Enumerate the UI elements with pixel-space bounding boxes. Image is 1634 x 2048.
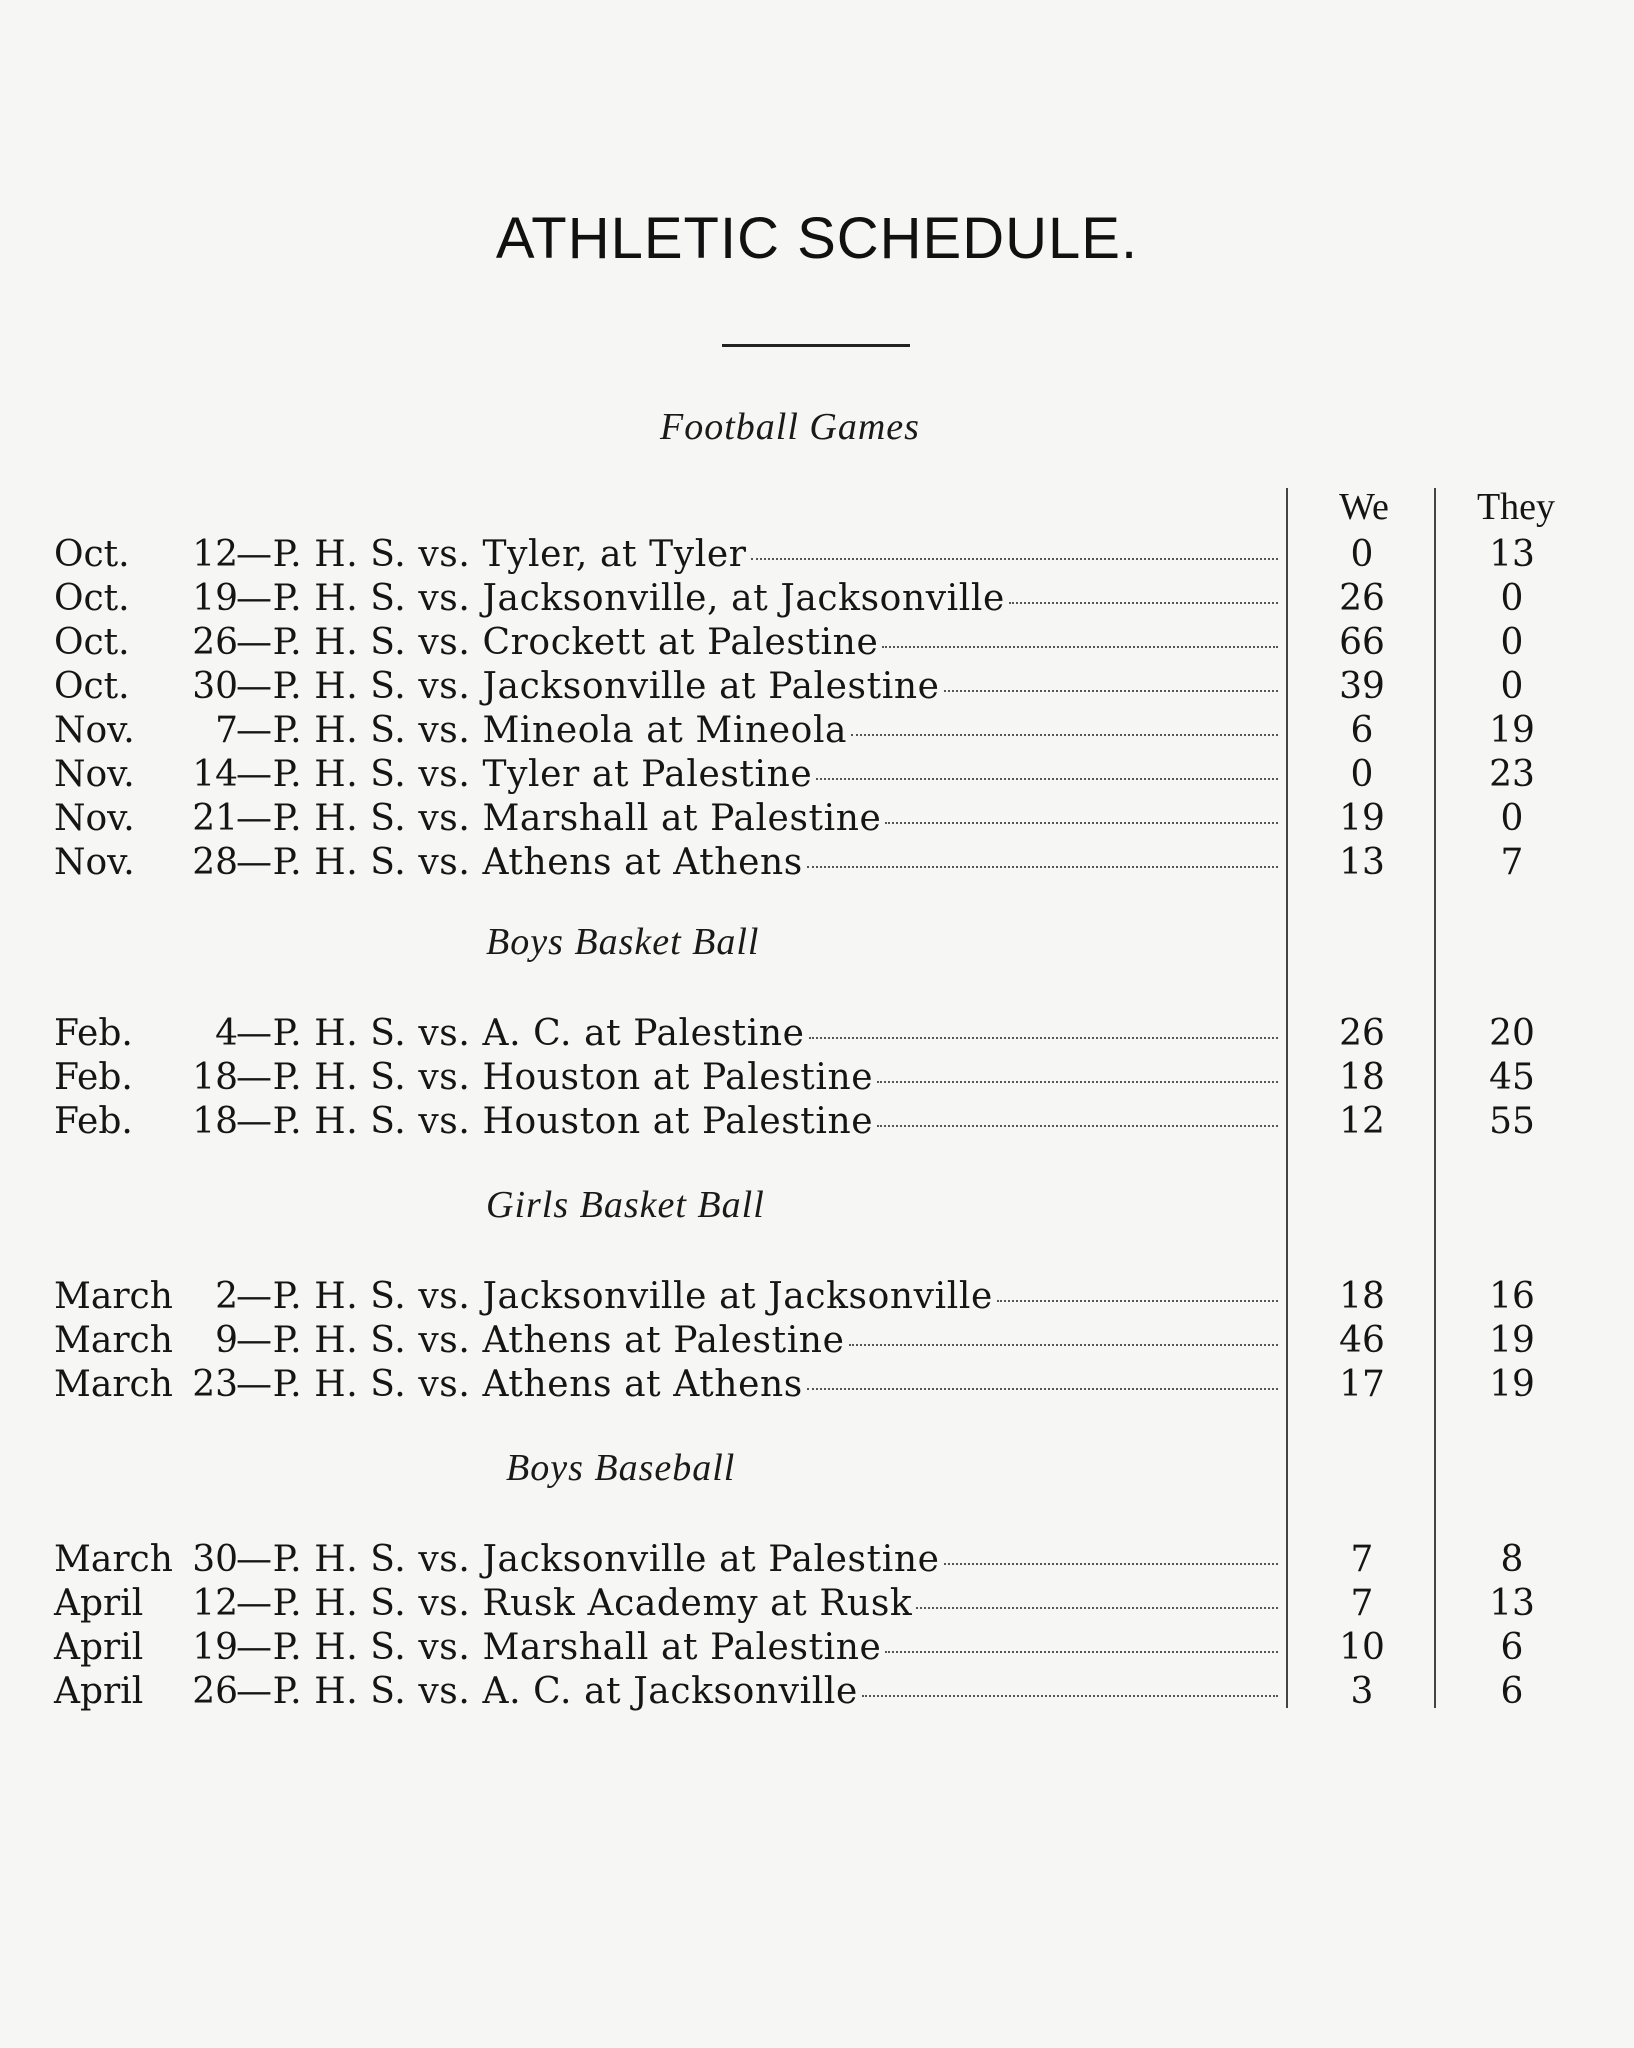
dash: — bbox=[236, 622, 273, 663]
dash: — bbox=[236, 1627, 273, 1668]
game-text: P. H. S. vs. Jacksonville at Jacksonville bbox=[272, 1276, 993, 1317]
game-text: P. H. S. vs. Jacksonville, at Jacksonville bbox=[272, 578, 1005, 619]
table-row bbox=[54, 1056, 1278, 1100]
game-day: 30 bbox=[192, 666, 238, 707]
we-score: 39 bbox=[1339, 666, 1385, 707]
dotted-leader bbox=[944, 1563, 1278, 1565]
table-row bbox=[54, 665, 1278, 709]
page-title: ATHLETIC SCHEDULE. bbox=[495, 206, 1139, 271]
we-score: 26 bbox=[1339, 1013, 1385, 1054]
section-heading: Boys Basket Ball bbox=[486, 921, 760, 963]
game-text: P. H. S. vs. Rusk Academy at Rusk bbox=[272, 1583, 913, 1624]
game-day: 12 bbox=[192, 534, 238, 575]
table-row bbox=[54, 577, 1278, 621]
game-month: Feb. bbox=[54, 1057, 133, 1098]
dotted-leader bbox=[751, 558, 1278, 560]
game-month: Feb. bbox=[54, 1101, 133, 1142]
dash: — bbox=[236, 1057, 273, 1098]
dash: — bbox=[236, 1013, 273, 1054]
dotted-leader bbox=[851, 734, 1278, 736]
we-score: 46 bbox=[1339, 1320, 1385, 1361]
game-day: 2 bbox=[215, 1276, 238, 1317]
we-score: 17 bbox=[1339, 1364, 1385, 1405]
game-text: P. H. S. vs. Athens at Palestine bbox=[272, 1320, 845, 1361]
dotted-leader bbox=[809, 1037, 1278, 1039]
dotted-leader bbox=[944, 690, 1278, 692]
game-day: 9 bbox=[215, 1320, 238, 1361]
section-heading: Girls Basket Ball bbox=[486, 1184, 765, 1226]
game-text: P. H. S. vs. Tyler at Palestine bbox=[272, 754, 813, 795]
dash: — bbox=[236, 1583, 273, 1624]
game-description bbox=[236, 1626, 1278, 1670]
game-text: P. H. S. vs. Athens at Athens bbox=[272, 842, 803, 883]
they-score: 0 bbox=[1500, 578, 1524, 619]
they-column-header: They bbox=[1476, 486, 1556, 528]
they-score: 13 bbox=[1489, 1583, 1535, 1624]
game-description bbox=[236, 1538, 1278, 1582]
game-text: P. H. S. vs. Marshall at Palestine bbox=[272, 798, 882, 839]
dotted-leader bbox=[916, 1607, 1278, 1609]
dotted-leader bbox=[877, 1081, 1278, 1083]
dash: — bbox=[236, 578, 273, 619]
we-score: 0 bbox=[1350, 754, 1374, 795]
game-description bbox=[236, 1319, 1278, 1363]
game-month: April bbox=[54, 1583, 144, 1624]
they-score: 8 bbox=[1500, 1539, 1524, 1580]
game-month: April bbox=[54, 1627, 144, 1668]
dotted-leader bbox=[807, 1388, 1278, 1390]
dotted-leader bbox=[1009, 602, 1278, 604]
dash: — bbox=[236, 666, 273, 707]
table-row bbox=[54, 1582, 1278, 1626]
game-day: 19 bbox=[192, 578, 238, 619]
game-text: P. H. S. vs. A. C. at Jacksonville bbox=[272, 1671, 858, 1712]
we-score: 26 bbox=[1339, 578, 1385, 619]
game-month: Nov. bbox=[54, 754, 135, 795]
game-day: 14 bbox=[192, 754, 238, 795]
game-description bbox=[236, 1100, 1278, 1144]
game-month: Oct. bbox=[54, 578, 130, 619]
they-score: 0 bbox=[1500, 666, 1524, 707]
table-row bbox=[54, 1538, 1278, 1582]
they-score: 19 bbox=[1489, 1364, 1535, 1405]
game-day: 28 bbox=[192, 842, 238, 883]
game-day: 26 bbox=[192, 622, 238, 663]
score-column-divider-left bbox=[1286, 488, 1288, 1708]
table-row bbox=[54, 709, 1278, 753]
game-month: Nov. bbox=[54, 710, 135, 751]
we-score: 13 bbox=[1339, 842, 1385, 883]
game-description bbox=[236, 1582, 1278, 1626]
game-description bbox=[236, 665, 1278, 709]
game-description bbox=[236, 1670, 1278, 1714]
game-description bbox=[236, 621, 1278, 665]
dash: — bbox=[236, 1101, 273, 1142]
game-day: 18 bbox=[192, 1101, 238, 1142]
we-score: 19 bbox=[1339, 798, 1385, 839]
game-text: P. H. S. vs. Tyler, at Tyler bbox=[272, 534, 747, 575]
they-score: 7 bbox=[1500, 842, 1524, 883]
we-score: 0 bbox=[1350, 534, 1374, 575]
dash: — bbox=[236, 1320, 273, 1361]
they-score: 6 bbox=[1500, 1671, 1524, 1712]
we-score: 66 bbox=[1339, 622, 1385, 663]
they-score: 0 bbox=[1500, 622, 1524, 663]
dotted-leader bbox=[862, 1695, 1278, 1697]
dotted-leader bbox=[807, 866, 1278, 868]
game-day: 7 bbox=[215, 710, 238, 751]
dash: — bbox=[236, 1276, 273, 1317]
table-row bbox=[54, 841, 1278, 885]
game-day: 23 bbox=[192, 1364, 238, 1405]
game-text: P. H. S. vs. Houston at Palestine bbox=[272, 1057, 874, 1098]
game-description bbox=[236, 577, 1278, 621]
dash: — bbox=[236, 798, 273, 839]
table-row bbox=[54, 1363, 1278, 1407]
we-score: 12 bbox=[1339, 1101, 1385, 1142]
they-score: 23 bbox=[1489, 754, 1535, 795]
game-month: Nov. bbox=[54, 842, 135, 883]
game-day: 4 bbox=[215, 1013, 238, 1054]
game-text: P. H. S. vs. Houston at Palestine bbox=[272, 1101, 874, 1142]
game-month: March bbox=[54, 1320, 173, 1361]
game-day: 21 bbox=[192, 798, 238, 839]
game-description bbox=[236, 533, 1278, 577]
game-month: Feb. bbox=[54, 1013, 133, 1054]
dash: — bbox=[236, 710, 273, 751]
dash: — bbox=[236, 842, 273, 883]
game-description bbox=[236, 1056, 1278, 1100]
game-month: Oct. bbox=[54, 534, 130, 575]
game-month: Nov. bbox=[54, 798, 135, 839]
they-score: 19 bbox=[1489, 710, 1535, 751]
we-score: 7 bbox=[1350, 1539, 1374, 1580]
they-score: 55 bbox=[1489, 1101, 1535, 1142]
we-score: 3 bbox=[1350, 1671, 1374, 1712]
game-description bbox=[236, 709, 1278, 753]
dotted-leader bbox=[882, 646, 1278, 648]
we-score: 18 bbox=[1339, 1276, 1385, 1317]
game-description bbox=[236, 753, 1278, 797]
game-description bbox=[236, 797, 1278, 841]
dotted-leader bbox=[885, 822, 1278, 824]
game-description bbox=[236, 1275, 1278, 1319]
dash: — bbox=[236, 754, 273, 795]
table-row bbox=[54, 1319, 1278, 1363]
table-row bbox=[54, 1012, 1278, 1056]
they-score: 0 bbox=[1500, 798, 1524, 839]
they-score: 16 bbox=[1489, 1276, 1535, 1317]
game-text: P. H. S. vs. A. C. at Palestine bbox=[272, 1013, 805, 1054]
dotted-leader bbox=[885, 1651, 1278, 1653]
game-text: P. H. S. vs. Jacksonville at Palestine bbox=[272, 666, 940, 707]
game-day: 18 bbox=[192, 1057, 238, 1098]
game-month: Oct. bbox=[54, 666, 130, 707]
dotted-leader bbox=[877, 1125, 1278, 1127]
table-row bbox=[54, 1275, 1278, 1319]
game-description bbox=[236, 1363, 1278, 1407]
dash: — bbox=[236, 1671, 273, 1712]
table-row bbox=[54, 1100, 1278, 1144]
they-score: 45 bbox=[1489, 1057, 1535, 1098]
table-row bbox=[54, 1670, 1278, 1714]
dash: — bbox=[236, 1539, 273, 1580]
game-month: March bbox=[54, 1276, 173, 1317]
we-score: 6 bbox=[1350, 710, 1374, 751]
game-text: P. H. S. vs. Marshall at Palestine bbox=[272, 1627, 882, 1668]
they-score: 6 bbox=[1500, 1627, 1524, 1668]
game-month: March bbox=[54, 1364, 173, 1405]
they-score: 20 bbox=[1489, 1013, 1535, 1054]
dotted-leader bbox=[816, 778, 1278, 780]
section-heading: Football Games bbox=[660, 406, 920, 448]
game-day: 26 bbox=[192, 1671, 238, 1712]
dotted-leader bbox=[997, 1300, 1278, 1302]
game-day: 30 bbox=[192, 1539, 238, 1580]
score-column-divider-right bbox=[1434, 488, 1436, 1708]
they-score: 13 bbox=[1489, 534, 1535, 575]
game-day: 19 bbox=[192, 1627, 238, 1668]
we-score: 18 bbox=[1339, 1057, 1385, 1098]
game-month: April bbox=[54, 1671, 144, 1712]
title-divider bbox=[722, 344, 910, 347]
we-column-header: We bbox=[1339, 486, 1389, 528]
dash: — bbox=[236, 1364, 273, 1405]
we-score: 7 bbox=[1350, 1583, 1374, 1624]
dotted-leader bbox=[849, 1344, 1278, 1346]
game-month: March bbox=[54, 1539, 173, 1580]
game-text: P. H. S. vs. Mineola at Mineola bbox=[272, 710, 848, 751]
game-description bbox=[236, 1012, 1278, 1056]
table-row bbox=[54, 621, 1278, 665]
table-row bbox=[54, 753, 1278, 797]
table-row bbox=[54, 533, 1278, 577]
game-description bbox=[236, 841, 1278, 885]
game-day: 12 bbox=[192, 1583, 238, 1624]
they-score: 19 bbox=[1489, 1320, 1535, 1361]
section-heading: Boys Baseball bbox=[506, 1447, 736, 1489]
table-row bbox=[54, 797, 1278, 841]
dash: — bbox=[236, 534, 273, 575]
game-month: Oct. bbox=[54, 622, 130, 663]
game-text: P. H. S. vs. Jacksonville at Palestine bbox=[272, 1539, 940, 1580]
we-score: 10 bbox=[1339, 1627, 1385, 1668]
game-text: P. H. S. vs. Crockett at Palestine bbox=[272, 622, 879, 663]
table-row bbox=[54, 1626, 1278, 1670]
game-text: P. H. S. vs. Athens at Athens bbox=[272, 1364, 803, 1405]
